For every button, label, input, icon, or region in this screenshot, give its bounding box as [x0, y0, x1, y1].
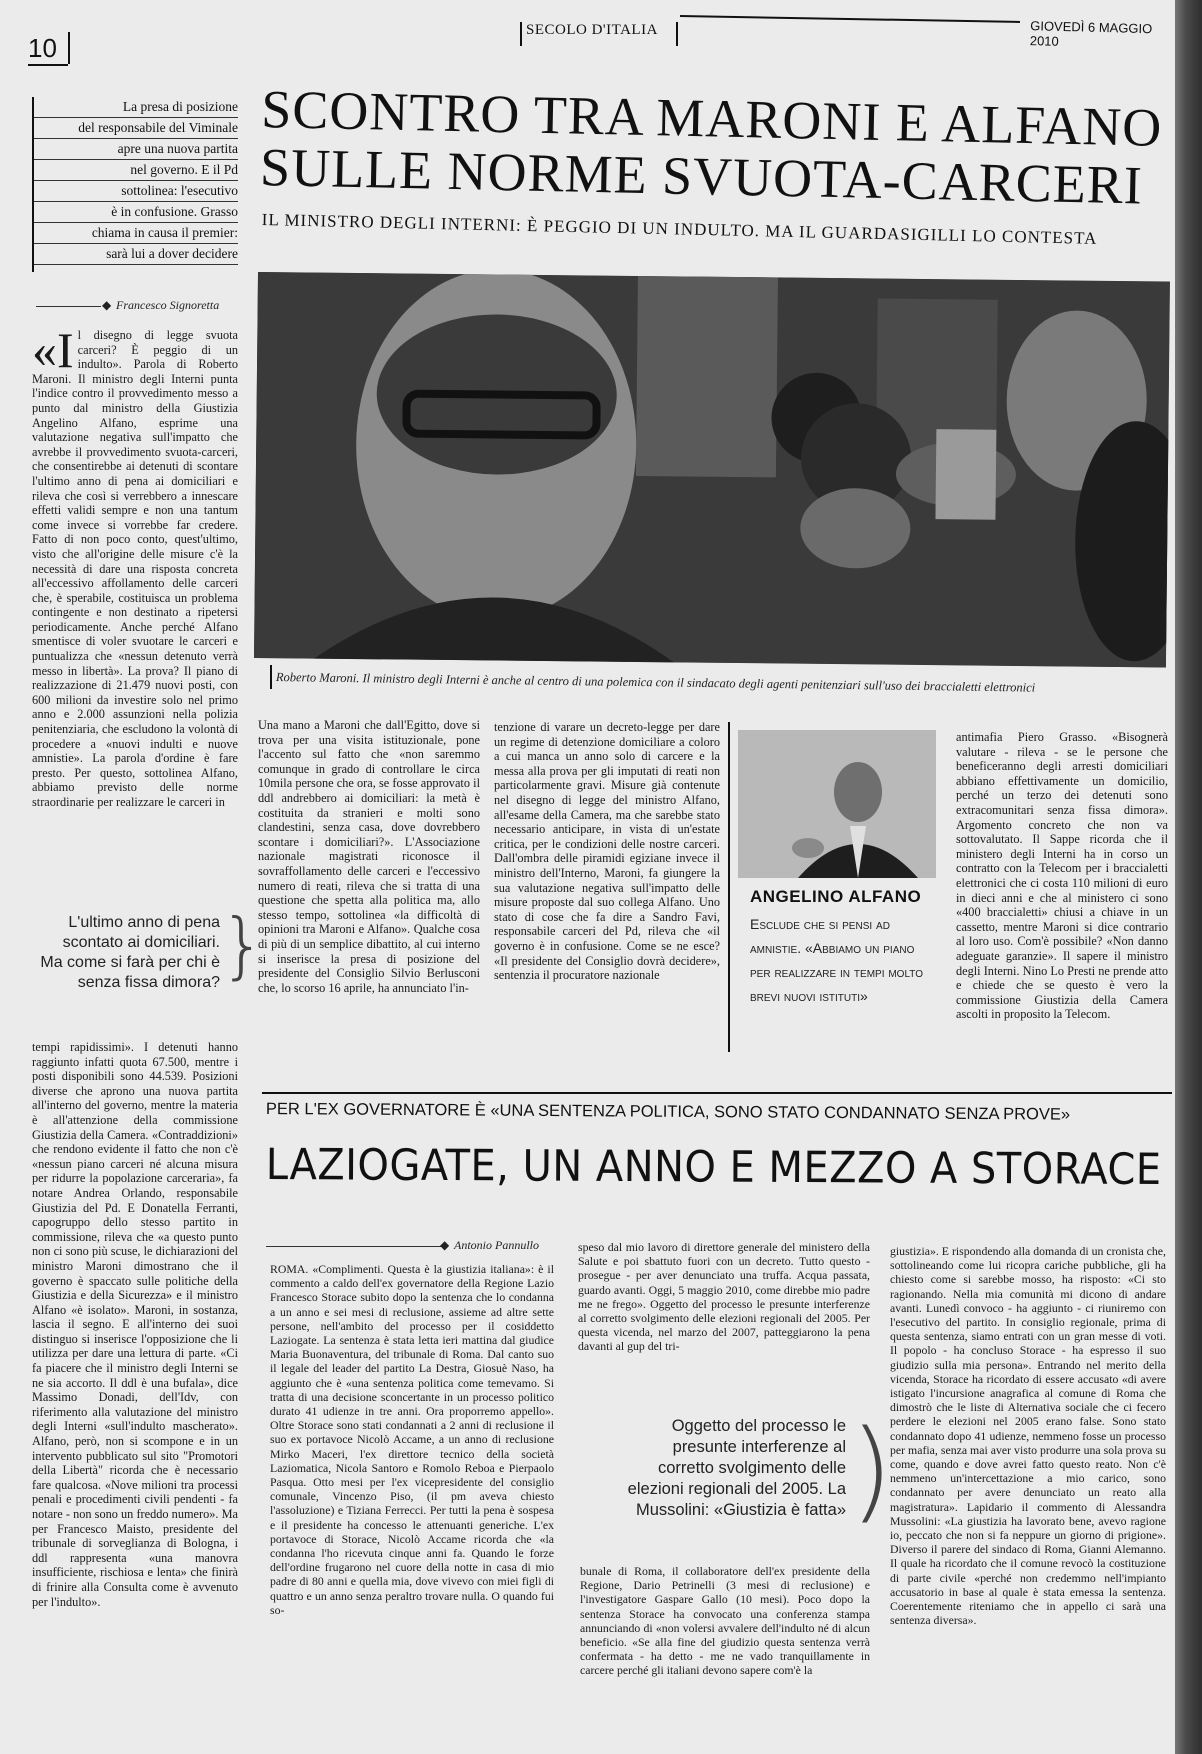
byline-rule — [36, 306, 101, 307]
photo-caption: Roberto Maroni. Il ministro degli Interni è anche al centro di una polemica con il sindacato degli agenti penitenziari sull'uso dei braccialetti elettronici — [275, 670, 1036, 695]
byline: Francesco Signoretta — [116, 298, 220, 312]
intro-line: chiama in causa il premier: — [32, 223, 238, 244]
alfano-quote: Esclude che si pensi ad amnistie. «Abbiamo un piano per realizzare in tempi molto brevi nuovi istituti» — [750, 916, 923, 1004]
page-edge-shadow — [1175, 0, 1202, 1754]
intro-line: sarà lui a dover decidere — [32, 244, 238, 265]
headline-line-1: SCONTRO TRA MARONI E ALFANO — [260, 79, 1163, 158]
header-rule — [680, 15, 1020, 23]
story1-column-1 — [32, 328, 238, 876]
story1-column-2: Una mano a Maroni che dall'Egitto, dove si trova per una visita istituzionale, pone l'accento sul fatto che «non saremmo comunque in grado di controllare le circa 10mila persone che ora, se fosse approvato il ddl andrebbero ai domiciliari: la metà è costituita da stranieri e molti sono clandestini, senza casa, dove dovrebbero scontare i domiciliari?». L'Associazione nazionale magistrati riconosce il sovraffollamento delle carceri e l'eccessivo numero di reati, rileva che si tratta di una questione che spetta alla politica ma, allo stesso tempo, sottolinea «la difficoltà di opinioni tra Maroni e Alfano». Qualche cosa di più di un semplice dibattito, al cui interno si inserisce la presa di posizione del presidente del Consiglio Silvio Berlusconi che, lo scorso 16 aprile, ha annunciato l'in- — [258, 718, 480, 995]
alfano-portrait — [738, 730, 936, 878]
intro-line: sottolinea: l'esecutivo — [32, 181, 238, 202]
story1-column-3: tenzione di varare un decreto-legge per dare un regime di detenzione domiciliare a coloro a cui manca un anno solo di carcere e la messa alla prova per gli imputati di reati non particolarmente gravi. Misure già contenute nel disegno di legge del ministro Alfano, all'esame della Camera, ma che sarebbe stato necessario anticipare, in vista di un'estate critica, per le condizioni delle nostre carceri. Dall'ombra delle piramidi egiziane invece il ministro dell'Interno, Maroni, fa giungere la sua valutazione negativa sull'impatto delle misure proposte dal suo collega Alfano. Uno stato di cose che fa dire a Sandro Favi, responsabile carceri del Pd, rileva che «il governo è in confusione. Come se ne esce? «Il presidente del Consiglio dovrà decidere», sentenzia il procuratore nazionale — [494, 720, 720, 983]
page-number: 10 — [28, 33, 57, 63]
alfano-box-rule — [728, 722, 730, 1052]
intro-line: del responsabile del Viminale — [32, 118, 238, 139]
main-photo — [254, 272, 1170, 668]
story2-kicker: PER L'EX GOVERNATORE È «UNA SENTENZA POLITICA, SONO STATO CONDANNATO SENZA PROVE» — [265, 1100, 1071, 1124]
alfano-name: ANGELINO ALFANO — [750, 887, 922, 906]
story2-column-2b: bunale di Roma, il collaboratore dell'ex presidente della Regione, Dario Petrinelli (3 mesi di reclusione) e l'investigatore Gaspare Gallo (10 mesi). Poco dopo la sentenza Storace ha convocato una conferenza stampa annunciando di «non volersi avvalere dell'indulto né di alcun beneficio. «Se alla fine del giudizio questa sentenza verrà confermata - ha detto - me ne vado tranquillamente in carcere perché gli italiani devono sapere com'è la — [580, 1564, 870, 1678]
story2-column-2: speso dal mio lavoro di direttore generale del ministero della Salute e poi sbattuto fuori con un decreto. Tutto questo - prosegue - per aver denunciato una truffa. Acqua passata, guardo avanti. Oggi, 5 maggio 2010, come direbbe mio padre me ne frego». Oggetto del processo le presunte interferenze al corretto svolgimento delle elezioni regionali del 2005. Per questa vicenda, nel marzo del 2007, patteggiarono la pena davanti al gup del tri- — [578, 1240, 870, 1354]
byline-diamond: ◆ — [440, 1238, 450, 1252]
alfano-photo — [738, 730, 936, 878]
masthead-bar-left — [520, 22, 522, 46]
story2-column-3: giustizia». E rispondendo alla domanda di un cronista che, sottolineando come lui ricopra cariche pubbliche, gli ha chiesto come si sarebbe mosso, ha risposto: «Ci sto ragionando. Nella mia comunità mi dicono di andare avanti. Lunedì convoco - ha aggiunto - ci riuniremo con l'esecutivo del partito. In consiglio regionale, prima di questa sentenza, siamo entrati con un gran messe di voti. Il popolo - ha concluso Storace - ha espresso il suo giudizio sulla mia persona». Entrando nel merito della vicenda, Storace ha ricordato di essere accusato «di avere istigato l'incursione anagrafica al comune di Roma che dimostrò che le liste di Alternativa sociale che ci fecero perdere le elezioni nel 2005 erano false. Sono stato condannato dopo 41 udienze, nemmeno fosse un processo per mafia, senza mai aver visto produrre una sola prova su come, quando e dove avrei fatto questo reato. Non c'è nemmeno un'intercettazione a mio carico, sono condannato per avere denunciato un reato alla magistratura». Lapidario il commento di Alessandra Mussolini: «La giustizia ha lavorato bene, avevo ragione io, peccato che non si fa neppure un giorno di prigione». Diverso il parere del sindaco di Roma, Gianni Alemanno. Il quale ha ricordato che il comune revocò la costituzione di parte civile «perché non credemmo nell'impianto accusatorio in base al quale è stata emessa la sentenza. Coerentemente riteniamo che in appello ci sarà una sentenza diversa». — [890, 1244, 1166, 1628]
main-headline — [260, 80, 1172, 215]
intro-line: La presa di posizione — [32, 97, 238, 118]
intro-line: è in confusione. Grasso — [32, 202, 238, 223]
caption-bar — [270, 665, 272, 689]
story2-column-1: ROMA. «Complimenti. Questa è la giustizia italiana»: è il commento a caldo dell'ex governatore della Regione Lazio Francesco Storace subito dopo la sentenza che lo condanna a un anno e sei mesi di reclusione, assieme ad altre sette persone, nell'ambito del processo per il cosiddetto Laziogate. La sentenza è stata letta ieri mattina dal giudice Maria Buonaventura, del tribunale di Roma. Dal canto suo il legale del leader del partito La Destra, Giosuè Naso, ha aggiunto che è «una sentenza politica come temevamo. Si tratta di una decisione sconcertante in un processo politico durato 41 udienze in tre anni. Ora proporremo appello». Oltre Storace sono stati condannati a 2 anni di reclusione il suo ex portavoce Nicolò Accame, a un anno di reclusione Mirko Maceri, l'ex direttore tecnico della società Laziomatica, Nicola Santoro e Romolo Reboa e Pierpaolo Pasqua. Otto mesi per l'ex vicepresidente del consiglio comunale, Vincenzo Piso, (il pm aveva chiesto l'assoluzione) e Tiziana Ferrecci. Per tutti la pena è sospesa e il presidente ha concesso le attenuanti generiche. L'ex portavoce di Storace, Nicolò Accame ricorda che «la condanna l'ho ricevuta cinque anni fa. Quando le forze dell'ordine frugarono nel cuore della notte in casa di mio padre di 80 anni e quella mia, dove vivevo con miei figli di quattro e un anno senza peraltro trovare nulla. O quando fui so- — [270, 1262, 554, 1617]
dropcap: «I — [32, 328, 74, 378]
masthead-bar-right — [676, 22, 678, 46]
photo-illustration — [254, 272, 1170, 668]
page-number-rule — [28, 64, 68, 66]
pull-quote-brace-2: ) — [850, 1406, 893, 1534]
story1-column-4: antimafia Piero Grasso. «Bisognerà valutare - rileva - se le persone che beneficeranno degli arresti domiciliari abbiano effettivamente un domicilio, perché un terzo dei detenuti sono extracomunitari senza fissa dimora». Argomento concreto che non va sottovalutato. Il Sappe ricorda che il ministero degli Interni ha in corso un contratto con la Telecom per i braccialetti elettronici che ci costa 110 milioni di euro in dieci anni e che al ministero ci sono «400 braccialetti» chiusi a chiave in un cassetto, mentre Maroni si dice contrario al loro uso. Com'è possibile? «Non danno adeguate garanzie». Il sapere il ministro degli Interni. Nino Lo Presti ne prende atto e chiede che se questo è vero la commissione Giustizia della Camera ascolti in proposito la Telecom. — [956, 730, 1168, 1022]
issue-date: GIOVEDÌ 6 MAGGIO 2010 — [1029, 18, 1153, 49]
byline-diamond: ◆ — [102, 298, 112, 312]
story1-column-1b: tempi rapidissimi». I detenuti hanno raggiunto infatti quota 67.500, mentre i posti disponibili sono 44.539. Posizioni diverse che aprono una nuova partita all'interno del governo, mentre la materia è all'attenzione della commissione Giustizia della Camera. «Contraddizioni» che rendono evidente il fatto che non c'è «nessun piano carceri né alcuna misura per ridurre la popolazione carceraria», fa notare Andrea Orlando, responsabile Giustizia del Pd. E Donatella Ferranti, capogruppo dello stesso partito in commissione, rileva che «a questo punto non ci sono più scuse, le dichiarazioni del ministro Maroni dimostrano che il governo è spaccato sulle politiche della Giustizia e della Sicurezza» e il ministro Alfano «è isolato». Maroni, in sostanza, lascia il segno. E all'interno dei suoi distinguo si inserisce l'opposizione che li utilizza per dare una lettura di parte. «Ci fa piacere che il ministro degli Interni se ne sia accorto. Il ddl è una bufala», dice Massimo Donadi, dell'Idv, con riferimento alla valutazione del ministro degli Interni «sull'indulto mascherato». Alfano, però, non si scompone e in un intervento pubblicato sul sito "Promotori della Libertà" ricorda che è necessario fare qualcosa. «Nove milioni tra processi penali e procedimenti civili pendenti - fa notare - non sono un freddo numero». Ma per Francesco Maisto, presidente del tribunale di sorveglianza di Bologna, i ddl rappresenta «una manovra insufficiente, rischiosa e lenta» che finirà di frinire alla Consulta come è avvenuto per l'indulto». — [32, 1040, 238, 1609]
section-divider — [262, 1092, 1172, 1094]
intro-line: apre una nuova partita — [32, 139, 238, 160]
pull-quote-2: Oggetto del processo le presunte interferenze al corretto svolgimento delle elezioni regionali del 2005. La Mussolini: «Giustizia è fatta» — [627, 1417, 846, 1519]
headline-line-2: SULLE NORME SVUOTA-CARCERI — [259, 136, 1144, 216]
pull-quote-brace: } — [220, 903, 266, 987]
byline-rule — [266, 1246, 446, 1247]
story2-byline: Antonio Pannullo — [454, 1238, 539, 1252]
subheadline: IL MINISTRO DEGLI INTERNI: È PEGGIO DI UN INDULTO. MA IL GUARDASIGILLI LO CONTESTA — [261, 210, 1098, 248]
column-text: l disegno di legge svuota carceri? È peggio di un indulto». Parola di Roberto Maroni. Il ministro degli Interni punta l'indice contro il provvedimento messo a punto dal ministro della Giustizia Angelino Alfano, esprime una valutazione negativa sull'impatto che avrebbe il provvedimento svuota-carceri, che consentirebbe ai detenuti di scontare l'ultimo anno di pena ai domiciliari e rileva che così si verrebbero a innescare effetti validi sempre e non una tantum come invece si vorrebbe far credere. Fatto di non poco conto, quest'ultimo, visto che all'origine delle misure c'è la necessità di dare una risposta concreta all'eccessivo affollamento delle carceri che, è sperabile, costituisca un problema contingente e non destinato a ripetersi periodicamente. Anche perché Alfano smentisce di voler svuotare le carceri e puntualizza che «nessun detenuto verrà messo in libertà». La prova? Il piano di realizzazione di 21.479 nuovi posti, con 600 milioni da investire solo nel primo anno e 2.000 assunzioni nella polizia penitenziaria, che escludono la volontà di procedere a «nuovi indulti e nuove amnistie». La parola d'ordine è fare presto. Per questo, sottolinea Alfano, abbiamo previsto delle norme straordinarie per realizzare le carceri in — [32, 328, 238, 809]
masthead: SECOLO D'ITALIA — [526, 22, 658, 38]
intro-line: nel governo. E il Pd — [32, 160, 238, 181]
pull-quote: L'ultimo anno di pena scontato ai domiciliari. Ma come si farà per chi è senza fissa dimora? — [40, 914, 220, 991]
intro-box — [32, 97, 238, 265]
intro-box-border — [32, 97, 34, 272]
page-number-bar — [68, 32, 70, 64]
story2-headline: LAZIOGATE, UN ANNO E MEZZO A STORACE — [265, 1140, 1162, 1196]
